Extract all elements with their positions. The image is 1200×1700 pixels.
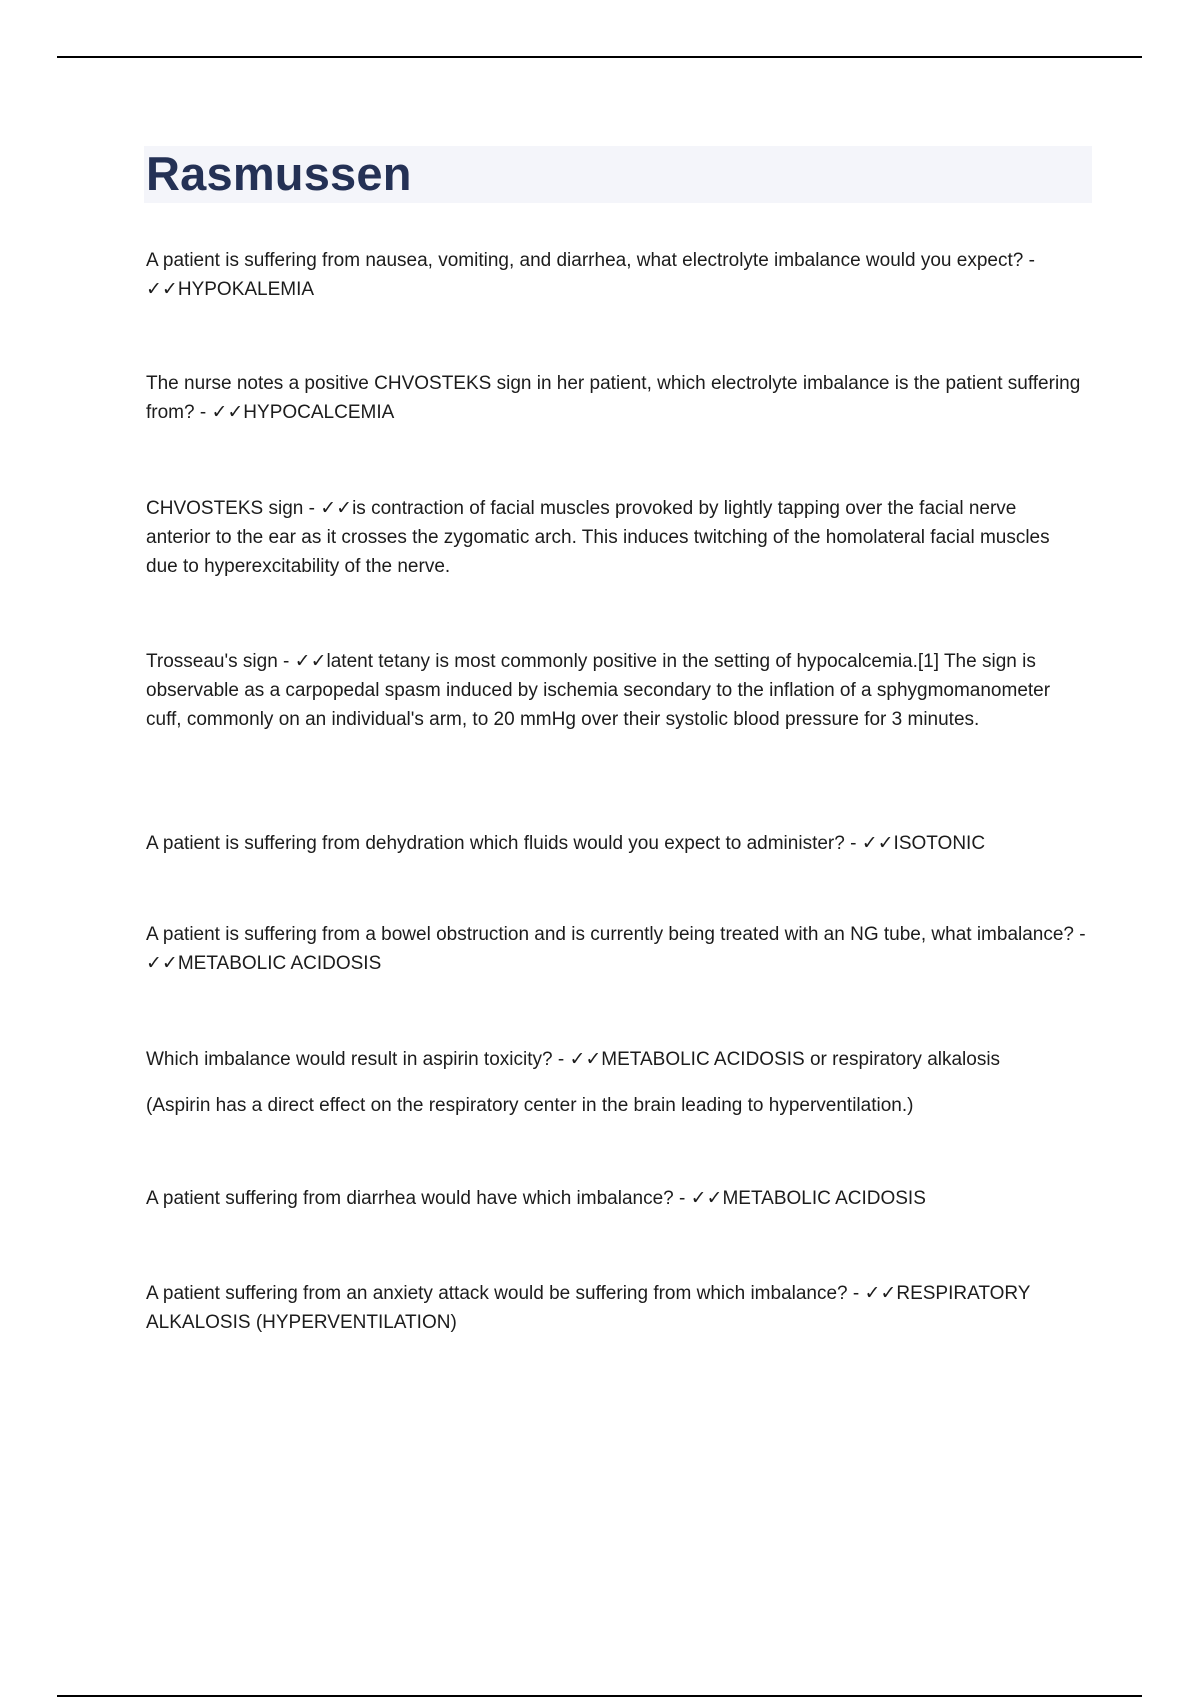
check-marks: ✓✓ — [569, 1049, 602, 1070]
answer-text: is contraction of facial muscles provoked by lightly tapping over the facial nerve anterior to the ear as it crosses the zygomatic arch. This induces twitching of the homolateral facial muscles due to hyperexcitability of the nerve. — [146, 498, 1050, 577]
check-marks: ✓✓ — [690, 1188, 723, 1209]
check-marks: ✓✓ — [861, 833, 894, 854]
answer-text: METABOLIC ACIDOSIS — [177, 953, 382, 974]
answer-text: HYPOKALEMIA — [177, 279, 315, 300]
qa-entry-7 — [146, 1045, 1086, 1074]
qa-entry-9 — [146, 1279, 1086, 1337]
question-text: A patient suffering from diarrhea would have which imbalance? - — [146, 1188, 691, 1209]
qa-entry-3 — [146, 494, 1086, 581]
answer-text: METABOLIC ACIDOSIS or respiratory alkalosis — [601, 1049, 1001, 1070]
qa-entry-6 — [146, 920, 1086, 978]
question-text: A patient is suffering from a bowel obstruction and is currently being treated with an NG tube, what imbalance? - — [146, 924, 1086, 945]
question-text: Which imbalance would result in aspirin toxicity? - — [146, 1049, 570, 1070]
question-text: The nurse notes a positive CHVOSTEKS sign in her patient, which electrolyte imbalance is the patient suffering from? - — [146, 373, 1081, 423]
qa-entry-8 — [146, 1184, 1086, 1213]
question-text: A patient is suffering from dehydration which fluids would you expect to administer? - — [146, 833, 862, 854]
question-text: A patient is suffering from nausea, vomiting, and diarrhea, what electrolyte imbalance would you expect? - — [146, 250, 1035, 271]
question-text: Trosseau's sign - — [146, 651, 295, 672]
qa-entry-5 — [146, 829, 1086, 858]
bottom-rule — [57, 1695, 1142, 1697]
check-marks: ✓✓ — [211, 402, 244, 423]
top-rule — [57, 56, 1142, 58]
document-title: Rasmussen — [146, 147, 412, 200]
qa-entry-4 — [146, 647, 1086, 734]
check-marks: ✓✓ — [146, 953, 178, 974]
answer-text: ISOTONIC — [893, 833, 986, 854]
qa-entry-1 — [146, 246, 1086, 304]
answer-text: RESPIRATORY ALKALOSIS (HYPERVENTILATION) — [146, 1283, 1031, 1333]
qa-entry-7-note: (Aspirin has a direct effect on the respiratory center in the brain leading to hyperventilation.) — [146, 1095, 914, 1116]
answer-text: METABOLIC ACIDOSIS — [722, 1188, 926, 1209]
check-marks: ✓✓ — [294, 651, 327, 672]
question-text: CHVOSTEKS sign - — [146, 498, 321, 519]
question-text: A patient suffering from an anxiety attack would be suffering from which imbalance? - — [146, 1283, 865, 1304]
check-marks: ✓✓ — [146, 279, 178, 300]
answer-text: latent tetany is most commonly positive in the setting of hypocalcemia.[1] The sign is observable as a carpopedal spasm induced by ischemia secondary to the inflation of a sphygmomanometer cuff, commonly on an individual's arm, to 20 mmHg over their systolic blood pressure for 3 minutes. — [146, 651, 1051, 730]
qa-entry-2 — [146, 369, 1086, 427]
answer-text: HYPOCALCEMIA — [243, 402, 395, 423]
check-marks: ✓✓ — [864, 1283, 897, 1304]
check-marks: ✓✓ — [320, 498, 353, 519]
